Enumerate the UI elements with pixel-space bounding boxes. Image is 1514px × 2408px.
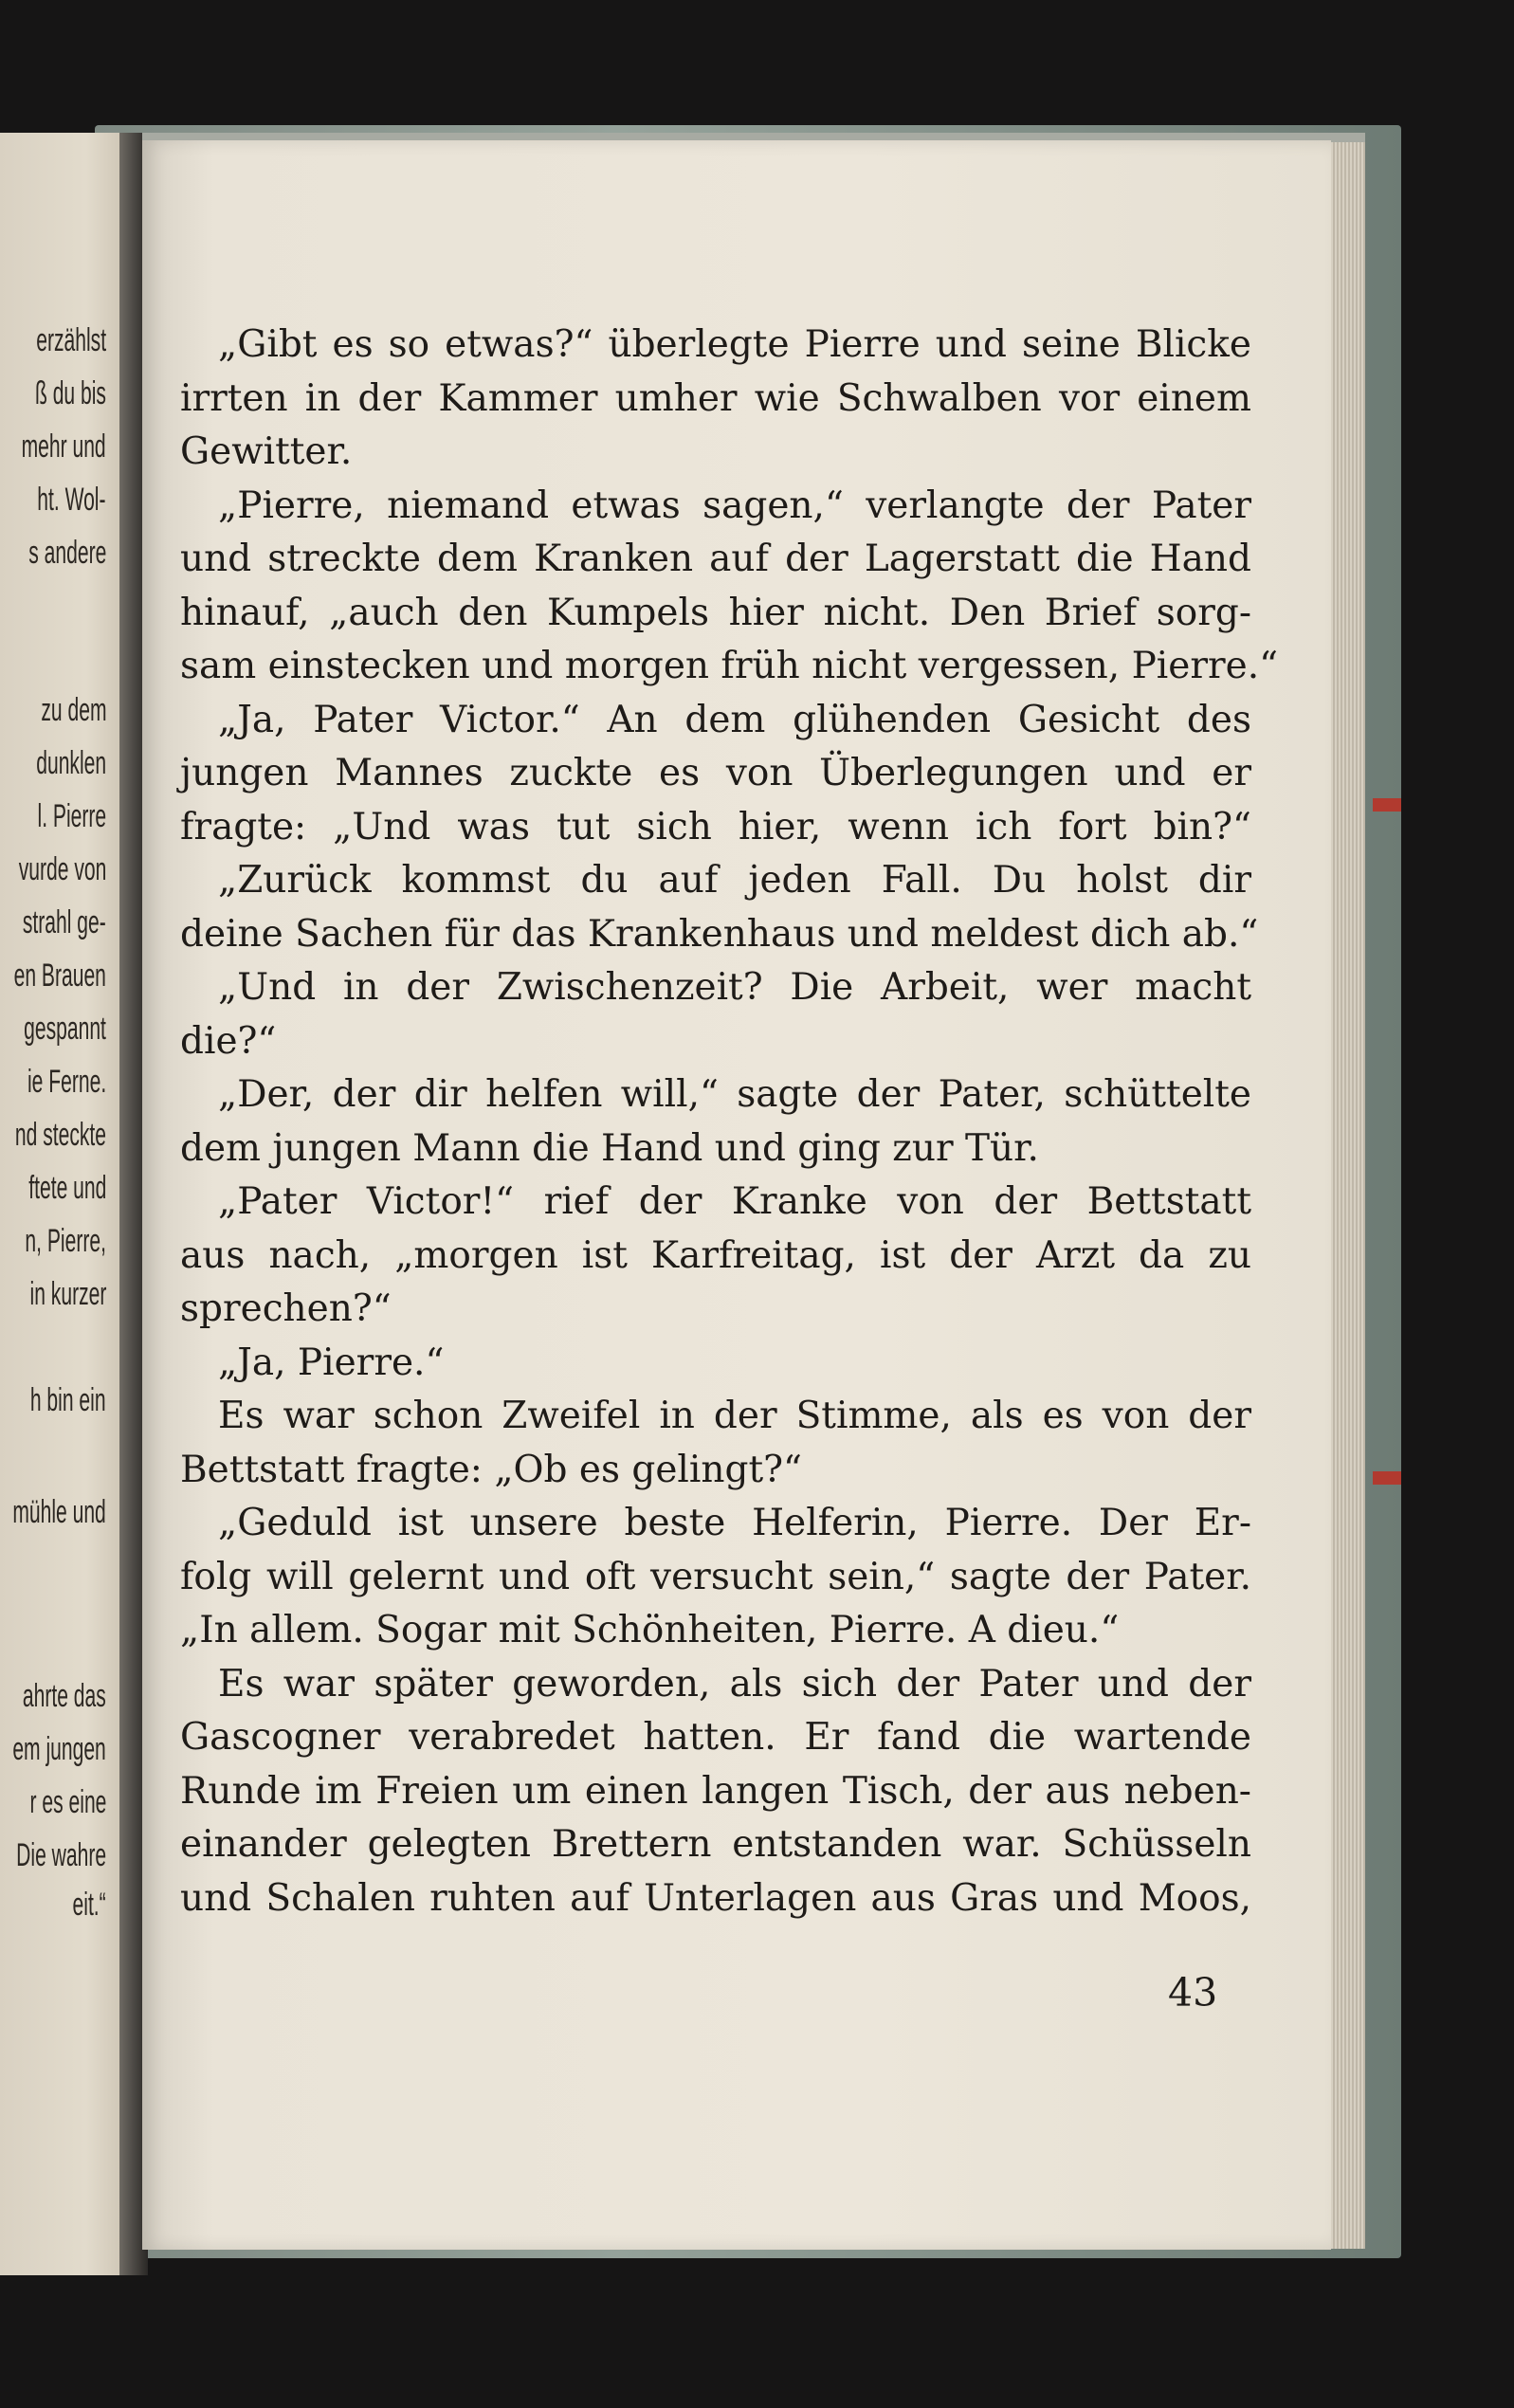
text-line: „Pater Victor!“ rief der Kranke von der Bettstatt	[218, 1180, 1251, 1223]
text-line: „In allem. Sogar mit Schönheiten, Pierre. A dieu.“	[180, 1609, 1120, 1651]
left-page-line: erzählst	[36, 322, 106, 358]
text-line: folg will gelernt und oft versucht sein,“ sagte der Pater.	[180, 1555, 1251, 1598]
page-stack-edge	[1331, 142, 1365, 2249]
left-page-line: mühle und	[12, 1494, 106, 1530]
left-page-line: dunklen	[36, 745, 106, 781]
text-line: hinauf, „auch den Kumpels hier nicht. Den Brief sorg-	[180, 591, 1251, 634]
text-line: Bettstatt fragte: „Ob es gelingt?“	[180, 1448, 802, 1491]
left-page-line: in kurzer	[29, 1276, 106, 1312]
text-line: deine Sachen für das Krankenhaus und meldest dich ab.“	[180, 912, 1259, 956]
text-line: und streckte dem Kranken auf der Lagerstatt die Hand	[180, 538, 1251, 580]
text-line: und Schalen ruhten auf Unterlagen aus Gras und Moos,	[180, 1876, 1251, 1920]
left-page-line: h bin ein	[30, 1382, 106, 1418]
left-page-line: r es eine	[29, 1784, 106, 1820]
left-page-line: mehr und	[21, 429, 106, 465]
left-page-line: l. Pierre	[37, 798, 106, 834]
left-page-line: ht. Wol-	[37, 482, 106, 518]
text-line: „Ja, Pierre.“	[218, 1341, 445, 1384]
page-number: 43	[1168, 1970, 1218, 2016]
left-page-line: ftete und	[27, 1170, 106, 1206]
text-line: dem jungen Mann die Hand und ging zur Tür.	[180, 1126, 1039, 1170]
text-line: „Gibt es so etwas?“ überlegte Pierre und seine Blicke	[218, 323, 1251, 366]
text-line: Gascogner verabredet hatten. Er fand die wartende	[180, 1716, 1251, 1759]
text-line: irrten in der Kammer umher wie Schwalben vor einem	[180, 376, 1251, 420]
book-page	[142, 140, 1331, 2250]
left-page-line: zu dem	[40, 692, 106, 728]
body-text	[180, 319, 1279, 1925]
text-line: „Ja, Pater Victor.“ An dem glühenden Gesicht des	[218, 698, 1251, 741]
left-page-line: ahrte das	[23, 1678, 106, 1714]
left-page-line: Die wahre	[16, 1837, 106, 1873]
left-page-line: ß du bis	[35, 375, 106, 411]
text-line: Runde im Freien um einen langen Tisch, der aus neben-	[180, 1769, 1251, 1813]
text-line: „Und in der Zwischenzeit? Die Arbeit, wer macht	[218, 966, 1251, 1009]
left-page-line: n, Pierre,	[25, 1223, 106, 1259]
left-page-line: en Brauen	[13, 958, 106, 994]
text-line: „Pierre, niemand etwas sagen,“ verlangte der Pater	[218, 483, 1251, 527]
text-line: „Geduld ist unsere beste Helferin, Pierre. Der Er-	[218, 1502, 1251, 1544]
cover-red-mark	[1373, 798, 1401, 812]
left-page-line: eit.“	[72, 1887, 106, 1923]
text-line: fragte: „Und was tut sich hier, wenn ich fort bin?“	[180, 805, 1251, 848]
left-page-line: vurde von	[18, 851, 106, 887]
left-page-line: gespannt	[24, 1011, 106, 1047]
text-line: aus nach, „morgen ist Karfreitag, ist der Arzt da zu	[180, 1233, 1251, 1277]
text-line: jungen Mannes zuckte es von Überlegungen und er	[180, 752, 1251, 794]
text-line: die?“	[180, 1019, 277, 1063]
text-line: sprechen?“	[180, 1287, 392, 1330]
text-line: sam einstecken und morgen früh nicht vergessen, Pierre.“	[180, 645, 1279, 687]
left-page-line: strahl ge-	[23, 904, 106, 940]
text-line: Es war schon Zweifel in der Stimme, als es von der	[218, 1395, 1251, 1437]
left-page	[0, 133, 123, 2275]
text-line: einander gelegten Brettern entstanden war. Schüsseln	[180, 1823, 1251, 1866]
text-line: Es war später geworden, als sich der Pater und der	[218, 1662, 1251, 1706]
left-page-line: nd steckte	[14, 1117, 106, 1153]
left-page-line: ie Ferne.	[27, 1064, 106, 1100]
cover-red-mark	[1373, 1471, 1401, 1485]
text-line: „Der, der dir helfen will,“ sagte der Pater, schüttelte	[218, 1073, 1251, 1116]
left-page-line: em jungen	[12, 1731, 106, 1767]
left-page-line: s andere	[27, 535, 106, 571]
text-line: „Zurück kommst du auf jeden Fall. Du holst dir	[218, 859, 1251, 902]
text-line: Gewitter.	[180, 430, 353, 473]
